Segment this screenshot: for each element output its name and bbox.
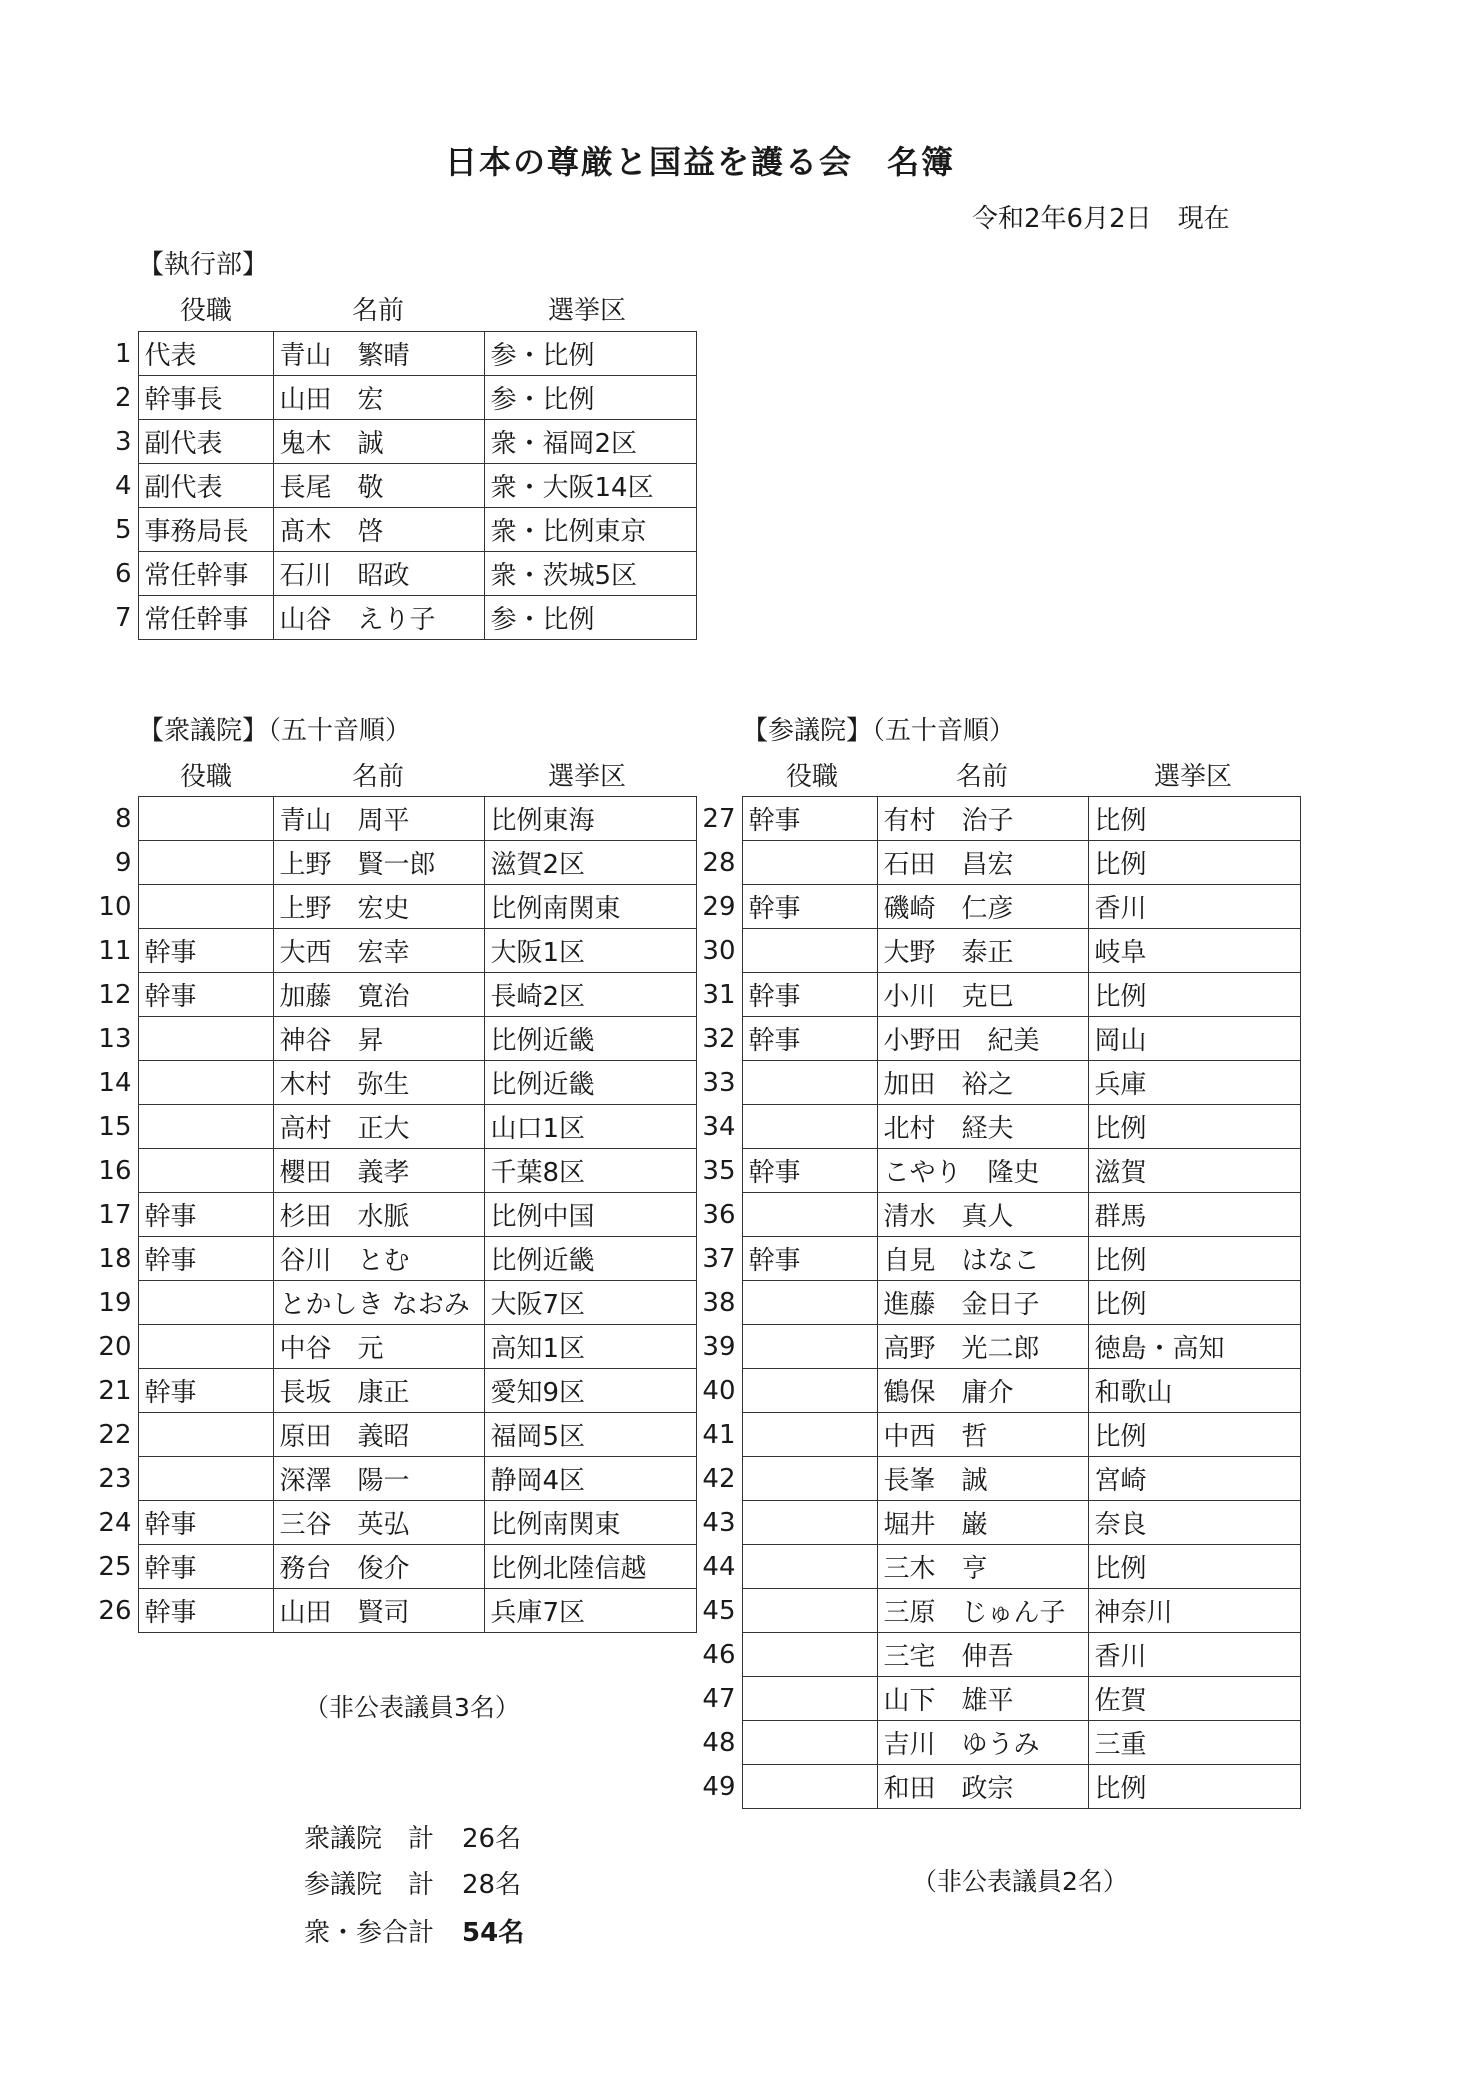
executive-header-role: 役職 bbox=[180, 296, 233, 326]
rep-row-role bbox=[138, 1457, 273, 1501]
rep-row-name: 長坂 康正 bbox=[273, 1369, 484, 1413]
rep-row bbox=[92, 1061, 696, 1105]
total-all bbox=[304, 1912, 524, 1949]
rep-row-role bbox=[138, 1017, 273, 1061]
cou-row-name: 自見 はなこ bbox=[877, 1237, 1088, 1281]
rep-row-name: 青山 周平 bbox=[273, 797, 484, 841]
rep-row-role: 幹事 bbox=[138, 1545, 273, 1589]
cou-row-district: 和歌山 bbox=[1088, 1369, 1300, 1413]
executive-row bbox=[92, 596, 696, 640]
cou-row-district: 香川 bbox=[1088, 885, 1300, 929]
rep-row-number: 22 bbox=[98, 1419, 132, 1450]
cou-row-district: 比例 bbox=[1088, 1237, 1300, 1281]
cou-row bbox=[696, 1369, 1300, 1413]
executive-row-role: 副代表 bbox=[138, 464, 273, 508]
rep-row bbox=[92, 797, 696, 841]
executive-heading: 【執行部】 bbox=[138, 250, 269, 280]
rep-row-district: 比例近畿 bbox=[484, 1237, 696, 1281]
cou-row-role: 幹事 bbox=[742, 1237, 877, 1281]
executive-row-role: 常任幹事 bbox=[138, 552, 273, 596]
cou-row-name: 小野田 紀美 bbox=[877, 1017, 1088, 1061]
rep-row bbox=[92, 1105, 696, 1149]
executive-row-district: 衆・茨城5区 bbox=[484, 552, 696, 596]
executive-table bbox=[92, 331, 697, 640]
rep-row-district: 山口1区 bbox=[484, 1105, 696, 1149]
rep-row-district: 兵庫7区 bbox=[484, 1589, 696, 1633]
cou-row-role bbox=[742, 1061, 877, 1105]
cou-note: （非公表議員2名） bbox=[912, 1867, 1128, 1896]
cou-row-role bbox=[742, 929, 877, 973]
total-rep-label: 衆議院 計 bbox=[304, 1824, 435, 1854]
cou-row-district: 兵庫 bbox=[1088, 1061, 1300, 1105]
cou-row bbox=[696, 1413, 1300, 1457]
cou-row-role: 幹事 bbox=[742, 1149, 877, 1193]
executive-header-name: 名前 bbox=[352, 296, 405, 326]
rep-row-name: 三谷 英弘 bbox=[273, 1501, 484, 1545]
rep-row-number: 14 bbox=[98, 1067, 132, 1098]
cou-row bbox=[696, 1765, 1300, 1809]
rep-row-role bbox=[138, 1149, 273, 1193]
executive-row-name: 山田 宏 bbox=[273, 376, 484, 420]
rep-row-name: 木村 弥生 bbox=[273, 1061, 484, 1105]
rep-row-district: 大阪1区 bbox=[484, 929, 696, 973]
executive-row bbox=[92, 376, 696, 420]
cou-row-name: 北村 経夫 bbox=[877, 1105, 1088, 1149]
cou-row-name: 堀井 巌 bbox=[877, 1501, 1088, 1545]
cou-row-district: 徳島・高知 bbox=[1088, 1325, 1300, 1369]
cou-row-name: 三木 亨 bbox=[877, 1545, 1088, 1589]
rep-row-role: 幹事 bbox=[138, 1589, 273, 1633]
rep-row-number: 21 bbox=[98, 1375, 132, 1406]
cou-row-name: 鶴保 庸介 bbox=[877, 1369, 1088, 1413]
rep-row-role: 幹事 bbox=[138, 1501, 273, 1545]
rep-header-name: 名前 bbox=[352, 762, 405, 792]
rep-header-district: 選挙区 bbox=[548, 762, 627, 792]
cou-row bbox=[696, 1325, 1300, 1369]
cou-row-role bbox=[742, 841, 877, 885]
rep-row-role bbox=[138, 797, 273, 841]
cou-row-number: 31 bbox=[702, 979, 736, 1010]
cou-row-name: 石田 昌宏 bbox=[877, 841, 1088, 885]
total-rep bbox=[304, 1818, 521, 1855]
cou-row bbox=[696, 841, 1300, 885]
rep-row-name: 上野 賢一郎 bbox=[273, 841, 484, 885]
executive-row-district: 衆・福岡2区 bbox=[484, 420, 696, 464]
executive-row-number: 3 bbox=[114, 426, 132, 457]
executive-row bbox=[92, 332, 696, 376]
cou-row-district: 滋賀 bbox=[1088, 1149, 1300, 1193]
rep-row bbox=[92, 1017, 696, 1061]
executive-row-district: 衆・大阪14区 bbox=[484, 464, 696, 508]
cou-row-number: 28 bbox=[702, 847, 736, 878]
cou-row-number: 43 bbox=[702, 1507, 736, 1538]
cou-row bbox=[696, 1193, 1300, 1237]
cou-row bbox=[696, 1149, 1300, 1193]
cou-row-district: 佐賀 bbox=[1088, 1677, 1300, 1721]
rep-row-role bbox=[138, 1413, 273, 1457]
executive-row-number: 2 bbox=[114, 382, 132, 413]
rep-row-number: 18 bbox=[98, 1243, 132, 1274]
cou-row-number: 42 bbox=[702, 1463, 736, 1494]
cou-row-district: 比例 bbox=[1088, 973, 1300, 1017]
cou-row-number: 49 bbox=[702, 1771, 736, 1802]
rep-row-name: 深澤 陽一 bbox=[273, 1457, 484, 1501]
cou-row bbox=[696, 1589, 1300, 1633]
rep-row-number: 8 bbox=[114, 803, 132, 834]
rep-row-district: 長崎2区 bbox=[484, 973, 696, 1017]
cou-row bbox=[696, 1061, 1300, 1105]
rep-row bbox=[92, 885, 696, 929]
total-all-label: 衆・参合計 bbox=[304, 1918, 435, 1948]
rep-row bbox=[92, 1545, 696, 1589]
cou-row-number: 40 bbox=[702, 1375, 736, 1406]
rep-row-role bbox=[138, 1061, 273, 1105]
cou-row-name: 中西 哲 bbox=[877, 1413, 1088, 1457]
cou-row-name: 三宅 伸吾 bbox=[877, 1633, 1088, 1677]
cou-row bbox=[696, 1633, 1300, 1677]
cou-row bbox=[696, 1545, 1300, 1589]
rep-row bbox=[92, 1325, 696, 1369]
rep-row-name: とかしき なおみ bbox=[273, 1281, 484, 1325]
rep-table bbox=[92, 796, 697, 1633]
cou-row-number: 47 bbox=[702, 1683, 736, 1714]
rep-row-district: 高知1区 bbox=[484, 1325, 696, 1369]
cou-row bbox=[696, 1105, 1300, 1149]
cou-row-role bbox=[742, 1633, 877, 1677]
cou-row-district: 比例 bbox=[1088, 1105, 1300, 1149]
cou-row-number: 46 bbox=[702, 1639, 736, 1670]
cou-row bbox=[696, 1501, 1300, 1545]
cou-row-name: 磯崎 仁彦 bbox=[877, 885, 1088, 929]
cou-row-number: 41 bbox=[702, 1419, 736, 1450]
executive-row-number: 6 bbox=[114, 558, 132, 589]
rep-row-role bbox=[138, 841, 273, 885]
cou-row-role bbox=[742, 1765, 877, 1809]
rep-row-role bbox=[138, 1105, 273, 1149]
cou-row-district: 香川 bbox=[1088, 1633, 1300, 1677]
cou-row bbox=[696, 1017, 1300, 1061]
cou-row-role bbox=[742, 1501, 877, 1545]
executive-row-number: 1 bbox=[114, 338, 132, 369]
rep-row-number: 24 bbox=[98, 1507, 132, 1538]
executive-row-role: 代表 bbox=[138, 332, 273, 376]
executive-row-name: 髙木 啓 bbox=[273, 508, 484, 552]
rep-row-name: 杉田 水脈 bbox=[273, 1193, 484, 1237]
cou-row-district: 比例 bbox=[1088, 797, 1300, 841]
cou-row-number: 27 bbox=[702, 803, 736, 834]
cou-row bbox=[696, 1281, 1300, 1325]
rep-row-district: 滋賀2区 bbox=[484, 841, 696, 885]
rep-row-role bbox=[138, 885, 273, 929]
executive-row bbox=[92, 508, 696, 552]
cou-row-number: 36 bbox=[702, 1199, 736, 1230]
rep-row-district: 比例南関東 bbox=[484, 1501, 696, 1545]
total-rep-value: 26名 bbox=[462, 1824, 522, 1854]
rep-row-district: 静岡4区 bbox=[484, 1457, 696, 1501]
cou-row-role bbox=[742, 1369, 877, 1413]
rep-row-role bbox=[138, 1325, 273, 1369]
rep-row-district: 比例北陸信越 bbox=[484, 1545, 696, 1589]
rep-row-district: 愛知9区 bbox=[484, 1369, 696, 1413]
rep-row-name: 原田 義昭 bbox=[273, 1413, 484, 1457]
cou-row-district: 比例 bbox=[1088, 1281, 1300, 1325]
executive-row bbox=[92, 552, 696, 596]
cou-row-district: 岡山 bbox=[1088, 1017, 1300, 1061]
cou-row-number: 33 bbox=[702, 1067, 736, 1098]
cou-row-number: 48 bbox=[702, 1727, 736, 1758]
executive-row-name: 鬼木 誠 bbox=[273, 420, 484, 464]
cou-row-district: 岐阜 bbox=[1088, 929, 1300, 973]
rep-row-number: 26 bbox=[98, 1595, 132, 1626]
cou-row bbox=[696, 797, 1300, 841]
cou-row-role bbox=[742, 1413, 877, 1457]
cou-header-district: 選挙区 bbox=[1154, 762, 1233, 792]
page-title: 日本の尊厳と国益を護る会 名簿 bbox=[444, 143, 955, 181]
rep-row-name: 山田 賢司 bbox=[273, 1589, 484, 1633]
rep-row-name: 務台 俊介 bbox=[273, 1545, 484, 1589]
executive-row-number: 4 bbox=[114, 470, 132, 501]
executive-row-role: 常任幹事 bbox=[138, 596, 273, 640]
cou-row-role bbox=[742, 1281, 877, 1325]
rep-row-district: 比例東海 bbox=[484, 797, 696, 841]
cou-row-name: 大野 泰正 bbox=[877, 929, 1088, 973]
cou-row-name: 有村 治子 bbox=[877, 797, 1088, 841]
rep-row bbox=[92, 841, 696, 885]
rep-row bbox=[92, 1149, 696, 1193]
rep-row-number: 25 bbox=[98, 1551, 132, 1582]
cou-row-role: 幹事 bbox=[742, 797, 877, 841]
cou-row-role bbox=[742, 1721, 877, 1765]
rep-row bbox=[92, 1413, 696, 1457]
cou-row-name: 高野 光二郎 bbox=[877, 1325, 1088, 1369]
executive-row bbox=[92, 420, 696, 464]
rep-row-district: 比例中国 bbox=[484, 1193, 696, 1237]
cou-row-role bbox=[742, 1677, 877, 1721]
rep-row-role: 幹事 bbox=[138, 973, 273, 1017]
executive-row-role: 幹事長 bbox=[138, 376, 273, 420]
executive-row-role: 事務局長 bbox=[138, 508, 273, 552]
cou-row-name: 吉川 ゆうみ bbox=[877, 1721, 1088, 1765]
rep-row bbox=[92, 1193, 696, 1237]
cou-header-name: 名前 bbox=[956, 762, 1009, 792]
cou-row-district: 比例 bbox=[1088, 841, 1300, 885]
cou-row-district: 群馬 bbox=[1088, 1193, 1300, 1237]
cou-row-name: こやり 隆史 bbox=[877, 1149, 1088, 1193]
rep-row-name: 上野 宏史 bbox=[273, 885, 484, 929]
cou-header-role: 役職 bbox=[786, 762, 839, 792]
cou-row-role bbox=[742, 1105, 877, 1149]
cou-row bbox=[696, 1457, 1300, 1501]
rep-row-number: 12 bbox=[98, 979, 132, 1010]
rep-row-name: 櫻田 義孝 bbox=[273, 1149, 484, 1193]
rep-row-name: 加藤 寛治 bbox=[273, 973, 484, 1017]
cou-row-number: 37 bbox=[702, 1243, 736, 1274]
executive-row-name: 長尾 敬 bbox=[273, 464, 484, 508]
executive-row-district: 参・比例 bbox=[484, 596, 696, 640]
total-cou bbox=[304, 1864, 521, 1901]
cou-row-name: 和田 政宗 bbox=[877, 1765, 1088, 1809]
cou-row-number: 44 bbox=[702, 1551, 736, 1582]
cou-row-district: 比例 bbox=[1088, 1413, 1300, 1457]
cou-row-number: 38 bbox=[702, 1287, 736, 1318]
cou-row-role: 幹事 bbox=[742, 1017, 877, 1061]
cou-row-role bbox=[742, 1325, 877, 1369]
rep-row-name: 大西 宏幸 bbox=[273, 929, 484, 973]
rep-row-number: 16 bbox=[98, 1155, 132, 1186]
cou-row-district: 三重 bbox=[1088, 1721, 1300, 1765]
cou-row-number: 35 bbox=[702, 1155, 736, 1186]
rep-row-number: 13 bbox=[98, 1023, 132, 1054]
rep-heading: 【衆議院】（五十音順） bbox=[138, 716, 412, 746]
rep-row-number: 9 bbox=[114, 847, 132, 878]
executive-row-district: 参・比例 bbox=[484, 332, 696, 376]
cou-row bbox=[696, 929, 1300, 973]
cou-row-role bbox=[742, 1589, 877, 1633]
rep-row bbox=[92, 1501, 696, 1545]
executive-row-number: 5 bbox=[114, 514, 132, 545]
cou-row-number: 45 bbox=[702, 1595, 736, 1626]
rep-row-name: 神谷 昇 bbox=[273, 1017, 484, 1061]
rep-row-number: 11 bbox=[98, 935, 132, 966]
rep-row-number: 19 bbox=[98, 1287, 132, 1318]
cou-row-name: 三原 じゅん子 bbox=[877, 1589, 1088, 1633]
rep-row bbox=[92, 1237, 696, 1281]
executive-row-name: 石川 昭政 bbox=[273, 552, 484, 596]
rep-row-role: 幹事 bbox=[138, 1193, 273, 1237]
rep-row bbox=[92, 973, 696, 1017]
cou-row-district: 宮崎 bbox=[1088, 1457, 1300, 1501]
rep-row bbox=[92, 1369, 696, 1413]
rep-row bbox=[92, 1457, 696, 1501]
cou-row bbox=[696, 885, 1300, 929]
rep-note: （非公表議員3名） bbox=[304, 1693, 520, 1722]
cou-row-number: 29 bbox=[702, 891, 736, 922]
cou-row-name: 山下 雄平 bbox=[877, 1677, 1088, 1721]
executive-row-district: 衆・比例東京 bbox=[484, 508, 696, 552]
executive-row bbox=[92, 464, 696, 508]
rep-row-role: 幹事 bbox=[138, 1369, 273, 1413]
cou-row-name: 進藤 金日子 bbox=[877, 1281, 1088, 1325]
cou-row-name: 清水 真人 bbox=[877, 1193, 1088, 1237]
executive-header-district: 選挙区 bbox=[548, 296, 627, 326]
rep-row-role: 幹事 bbox=[138, 929, 273, 973]
rep-row-name: 谷川 とむ bbox=[273, 1237, 484, 1281]
rep-row-district: 福岡5区 bbox=[484, 1413, 696, 1457]
cou-row-role: 幹事 bbox=[742, 885, 877, 929]
rep-row-district: 比例南関東 bbox=[484, 885, 696, 929]
cou-row-role: 幹事 bbox=[742, 973, 877, 1017]
rep-row-district: 大阪7区 bbox=[484, 1281, 696, 1325]
cou-row bbox=[696, 1237, 1300, 1281]
rep-row-number: 23 bbox=[98, 1463, 132, 1494]
cou-row-role bbox=[742, 1545, 877, 1589]
rep-header-role: 役職 bbox=[180, 762, 233, 792]
rep-row-number: 10 bbox=[98, 891, 132, 922]
executive-row-district: 参・比例 bbox=[484, 376, 696, 420]
rep-row bbox=[92, 1281, 696, 1325]
cou-row-name: 小川 克巳 bbox=[877, 973, 1088, 1017]
cou-table bbox=[696, 796, 1301, 1809]
rep-row-number: 15 bbox=[98, 1111, 132, 1142]
cou-row-district: 奈良 bbox=[1088, 1501, 1300, 1545]
rep-row-number: 20 bbox=[98, 1331, 132, 1362]
cou-row-role bbox=[742, 1193, 877, 1237]
rep-row-district: 比例近畿 bbox=[484, 1017, 696, 1061]
cou-row-district: 比例 bbox=[1088, 1545, 1300, 1589]
cou-heading: 【参議院】（五十音順） bbox=[742, 716, 1016, 746]
cou-row-number: 30 bbox=[702, 935, 736, 966]
total-cou-label: 参議院 計 bbox=[304, 1870, 435, 1900]
rep-row-number: 17 bbox=[98, 1199, 132, 1230]
rep-row-role: 幹事 bbox=[138, 1237, 273, 1281]
cou-row-number: 32 bbox=[702, 1023, 736, 1054]
cou-row-number: 34 bbox=[702, 1111, 736, 1142]
rep-row-district: 比例近畿 bbox=[484, 1061, 696, 1105]
rep-row-name: 中谷 元 bbox=[273, 1325, 484, 1369]
executive-row-number: 7 bbox=[114, 602, 132, 633]
cou-row bbox=[696, 973, 1300, 1017]
total-all-value: 54名 bbox=[462, 1918, 525, 1948]
cou-row bbox=[696, 1677, 1300, 1721]
cou-row-number: 39 bbox=[702, 1331, 736, 1362]
executive-row-name: 山谷 えり子 bbox=[273, 596, 484, 640]
rep-row bbox=[92, 1589, 696, 1633]
cou-row bbox=[696, 1721, 1300, 1765]
total-cou-value: 28名 bbox=[462, 1870, 522, 1900]
cou-row-role bbox=[742, 1457, 877, 1501]
rep-row-district: 千葉8区 bbox=[484, 1149, 696, 1193]
rep-row bbox=[92, 929, 696, 973]
executive-row-name: 青山 繁晴 bbox=[273, 332, 484, 376]
rep-row-name: 高村 正大 bbox=[273, 1105, 484, 1149]
rep-row-role bbox=[138, 1281, 273, 1325]
cou-row-district: 神奈川 bbox=[1088, 1589, 1300, 1633]
cou-row-name: 長峯 誠 bbox=[877, 1457, 1088, 1501]
cou-row-district: 比例 bbox=[1088, 1765, 1300, 1809]
as-of-date: 令和2年6月2日 現在 bbox=[972, 204, 1230, 234]
cou-row-name: 加田 裕之 bbox=[877, 1061, 1088, 1105]
executive-row-role: 副代表 bbox=[138, 420, 273, 464]
